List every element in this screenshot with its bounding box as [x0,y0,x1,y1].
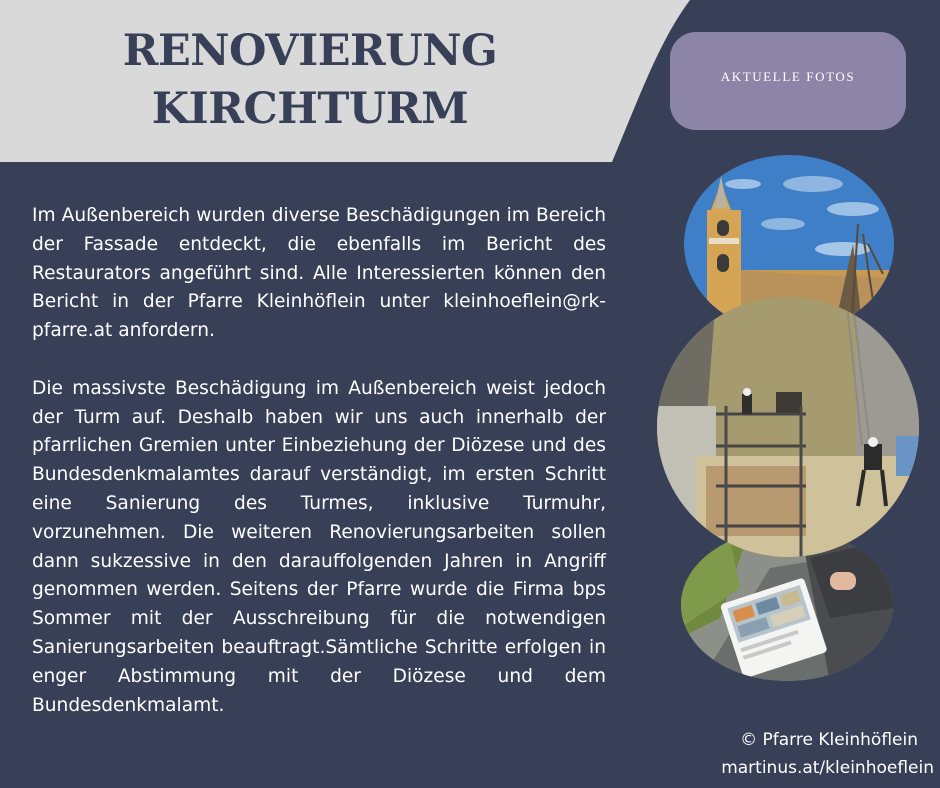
paragraph-2: Die massivste Beschädigung im Außenbereich weist jedoch der Turm auf. Deshalb haben wir uns auch innerhalb der pfarrlichen Gremien unter Einbeziehung der Diözese und des Bundesdenkmalamtes darauf verständigt, im ersten Schritt eine Sanierung des Turmes, inklusive Turmuhr, vorzunehmen. Die weiteren Renovierungsarbeiten sollen dann sukzessive in den darauffolgenden Jahren in Angriff genommen werden. Seitens der Pfarre wurde die Firma bps Sommer mit der Ausschreibung für die notwendigen Sanierungsarbeiten beauftragt.Sämtliche Schritte erfolgen in enger Abstimmung mit der Diözese und dem Bundesdenkmalamt. [32,377,606,716]
page-title [60,22,560,138]
current-photos-button-label: AKTUELLE FOTOS [720,69,856,84]
credit-line-2: martinus.at/kleinhoeflein [721,758,934,778]
paragraph-1: Im Außenbereich wurden diverse Beschädigungen im Bereich der Fassade entdeckt, die ebenfalls im Bericht des Restaurators angeführt sind. Alle Interessierten können den Bericht in der Pfarre Kleinhöflein unter kleinhoeflein@rk-pfarre.at anfordern. [32,205,606,342]
scaffolding-facade-photo [656,296,920,558]
photo-credit [721,726,934,782]
title-line-1: RENOVIERUNG [122,26,498,76]
title-line-2: KIRCHTURM [151,84,469,134]
credit-line-1: © Pfarre Kleinhöflein [740,730,918,750]
article-body [32,202,606,720]
current-photos-button[interactable] [670,32,906,130]
